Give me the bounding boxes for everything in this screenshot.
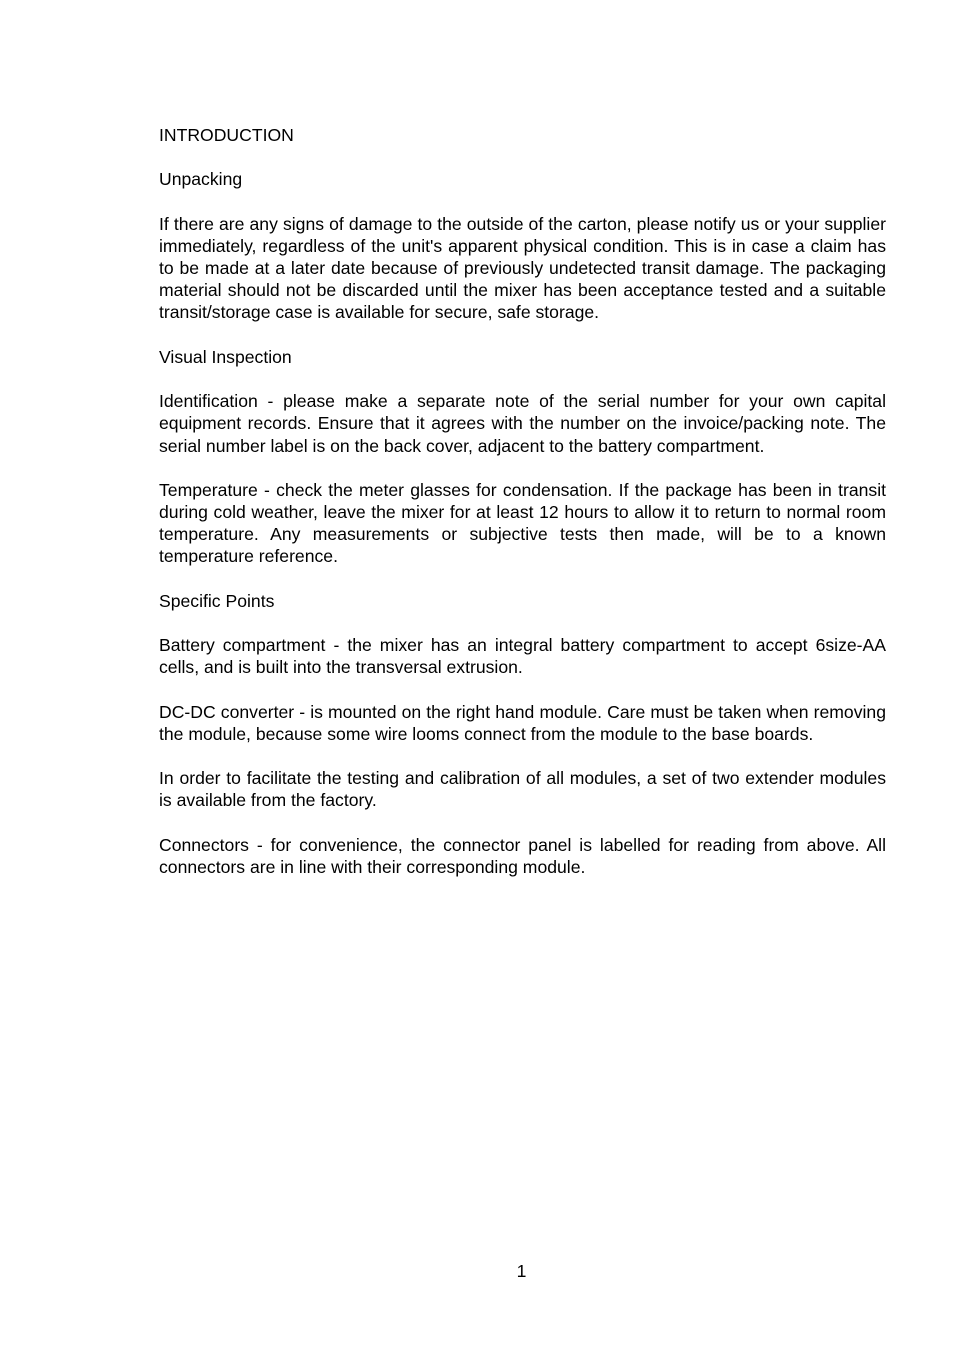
section-heading-visual-inspection: Visual Inspection [159, 346, 292, 367]
section-heading-specific-points: Specific Points [159, 590, 275, 611]
paragraph-unpacking: If there are any signs of damage to the outside of the carton, please notify us or your supplier immediately, regardless of the unit's apparent physical condition. This is in case a claim has to be made at a later date because of previously undetected transit damage. The packaging material should not be discarded until the mixer has been acceptance tested and a suitable transit/storage case is available for secure, safe storage. [159, 213, 886, 323]
paragraph-temperature: Temperature - check the meter glasses for condensation. If the package has been in transit during cold weather, leave the mixer for at least 12 hours to allow it to return to normal room temperature. Any measurements or subjective tests then made, will be to a known temperature reference. [159, 479, 886, 567]
page-number: 1 [516, 1261, 527, 1281]
paragraph-extender-modules: In order to facilitate the testing and calibration of all modules, a set of two extender modules is available from the factory. [159, 768, 886, 811]
paragraph-battery-compartment: Battery compartment - the mixer has an integral battery compartment to accept 6size-AA cells, and is built into the transversal extrusion. [159, 635, 886, 678]
paragraph-identification: Identification - please make a separate note of the serial number for your own capital equipment records. Ensure that it agrees with the number on the invoice/packing note. The serial number label is on the back cover, adjacent to the battery compartment. [159, 391, 886, 456]
section-heading-unpacking: Unpacking [159, 169, 243, 190]
paragraph-connectors: Connectors - for convenience, the connector panel is labelled for reading from above. All connectors are in line with their corresponding module. [159, 834, 886, 878]
page-title: INTRODUCTION [159, 125, 294, 145]
paragraph-dc-dc-converter: DC-DC converter - is mounted on the right hand module. Care must be taken when removing the module, because some wire looms connect from the module to the base boards. [159, 701, 886, 744]
document-body [159, 124, 886, 901]
